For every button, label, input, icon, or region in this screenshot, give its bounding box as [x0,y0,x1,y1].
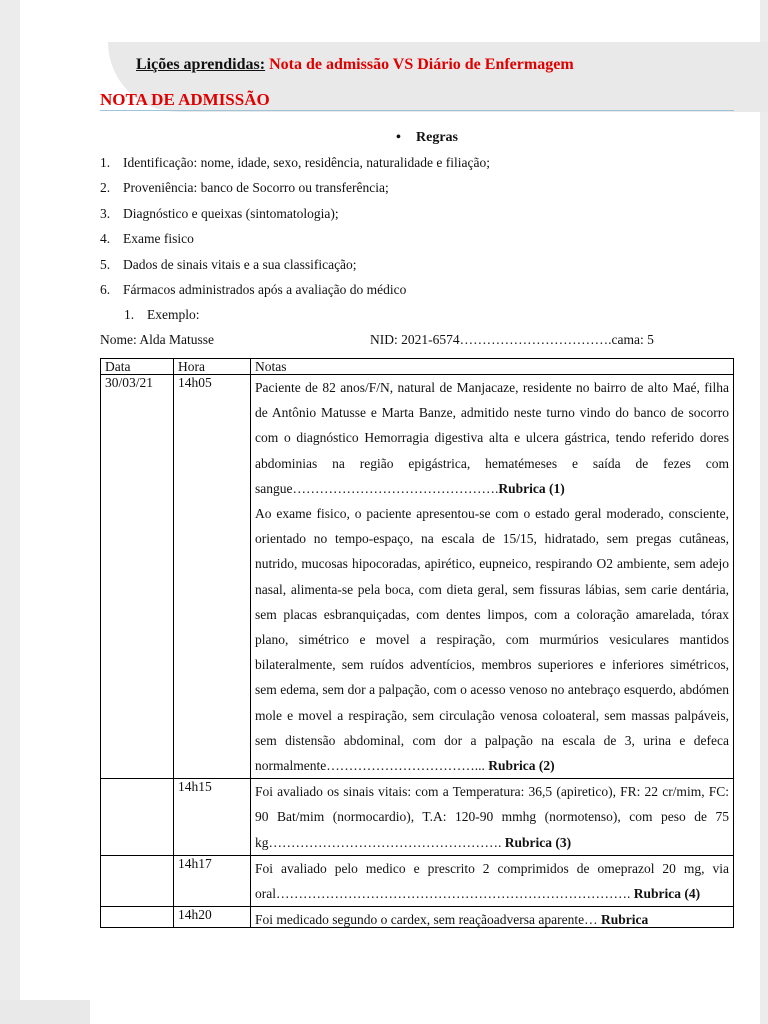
name-label: Nome: [100,332,137,347]
note-paragraph [255,907,729,927]
note-paragraph [255,375,729,501]
note-text: Paciente de 82 anos/F/N, natural de Manjacaze, residente no bairro de alto Maé, filha de Antônio Matusse e Marta Banze, admitido neste turno vindo do banco de socorro com o diagnóstico Hemorragia digestiva alta e ulcera gástrica, tendo referido dores abdominias na região epigástrica, hematémeses e saída de fezes com sangue………………………………………. [255,380,729,496]
list-item-text: Diagnóstico e queixas (sintomatologia); [123,205,339,221]
cell-notes [251,855,734,906]
rules-title [396,130,458,146]
list-item-number: 6. [100,281,111,297]
list-item-text: Fármacos administrados após a avaliação do médico [123,281,407,297]
title-label: Lições aprendidas: [136,56,266,73]
list-item-number: 4. [100,231,111,247]
list-item-number: 2. [100,180,111,196]
cell-date [101,855,174,906]
example-text: Exemplo: [147,307,200,322]
header-hour: Hora [174,359,251,375]
table-row [101,907,734,928]
cell-hour: 14h17 [174,855,251,906]
rules-title-text: Regras [416,130,458,145]
list-item [100,230,490,255]
title-text: Nota de admissão VS Diário de Enfermagem [269,56,574,73]
rubric-label: Rubrica (1) [498,480,565,496]
list-item [100,281,490,306]
note-text: Foi avaliado pelo medico e prescrito 2 comprimidos de omeprazol 20 mg, via oral……………………………………………………………………. [255,860,729,902]
list-item-text: Identificação: nome, idade, sexo, residência, naturalidade e filiação; [123,155,490,170]
example-number: 1. [124,307,135,322]
list-item [100,179,490,204]
table-row [101,779,734,856]
cell-date [101,779,174,856]
patient-info [100,332,740,348]
decorative-swoosh-bottom [0,1000,90,1024]
bullet-icon: • [396,130,401,145]
note-paragraph [255,501,729,778]
document-title [136,56,736,74]
rubric-label: Rubrica (3) [504,834,572,850]
list-item [100,205,490,230]
list-item-number: 5. [100,256,111,272]
cell-hour: 14h05 [174,375,251,779]
example-label [124,307,200,323]
cell-hour: 14h15 [174,779,251,856]
heading-divider [100,110,734,111]
table-row [101,855,734,906]
list-item [100,154,490,179]
table-row [101,375,734,779]
patient-name: Alda Matusse [139,332,215,347]
list-item [100,256,490,281]
rules-list [100,154,490,306]
nid-leader-dots: ……………………………. [459,332,612,347]
rubric-label: Rubrica [600,912,649,928]
list-item-text: Exame fisico [123,231,194,247]
cell-notes [251,907,734,928]
list-item-text: Proveniência: banco de Socorro ou transferência; [123,180,389,196]
list-item-number: 1. [100,155,111,170]
rubric-label: Rubrica (4) [633,886,701,902]
cell-date: 30/03/21 [101,375,174,779]
note-text: Foi avaliado os sinais vitais: com a Temperatura: 36,5 (apiretico), FR: 22 cr/mim, FC: 90 Bat/mim (normocardio), T.A: 120-90 mmhg (normotenso), com peso de 75 kg……………………………………………. [255,784,729,850]
note-text: Ao exame fisico, o paciente apresentou-se com o estado geral moderado, consciente, orientado no tempo-espaço, na escala de 15/15, hidratado, sem pregas cutâneas, nutrido, mucosas hipocoradas, apirético, eupneico, respirando O2 ambiente, sem adejo nasal, alimenta-se pela boca, com dieta geral, sem fissuras lábias, sem carie dentária, sem placas esbranquiçadas, com dentes limpos, com a coloração amarelada, tórax plano, simétrico e movel a respiração, com murmúrios vesiculares mantidos bilateralmente, sem ruídos adventícios, membros superiores e inferiores simétricos, sem edema, sem dor a palpação, com o acesso venoso no antebraço esquerdo, abdómen mole e movel a respiração, sem circulação venosa coloateral, sem massas palpáveis, sem distensão abdominal, com dor a palpação na escala de 3, urina e defeca normalmente……………………………... [255,506,729,774]
header-date: Data [101,359,174,375]
cell-date [101,907,174,928]
list-item-text: Dados de sinais vitais e a sua classificação; [123,256,357,272]
nursing-log-table [100,358,734,928]
cell-hour: 14h20 [174,907,251,928]
header-notes: Notas [251,359,734,375]
section-heading: NOTA DE ADMISSÃO [100,90,270,109]
rubric-label: Rubrica (2) [488,758,555,774]
note-text: Foi medicado segundo o cardex, sem reaçãoadversa aparente… [255,912,598,928]
list-item-number: 3. [100,205,111,221]
note-clip [255,907,729,927]
nid-label: NID: [370,332,398,347]
bed-label: cama: [611,332,644,347]
table-header-row [101,359,734,375]
note-paragraph [255,779,729,855]
bed-value: 5 [647,332,654,347]
cell-notes [251,375,734,779]
patient-nid [370,332,654,348]
nid-value: 2021-6574 [401,332,460,347]
note-paragraph [255,856,729,906]
cell-notes [251,779,734,856]
